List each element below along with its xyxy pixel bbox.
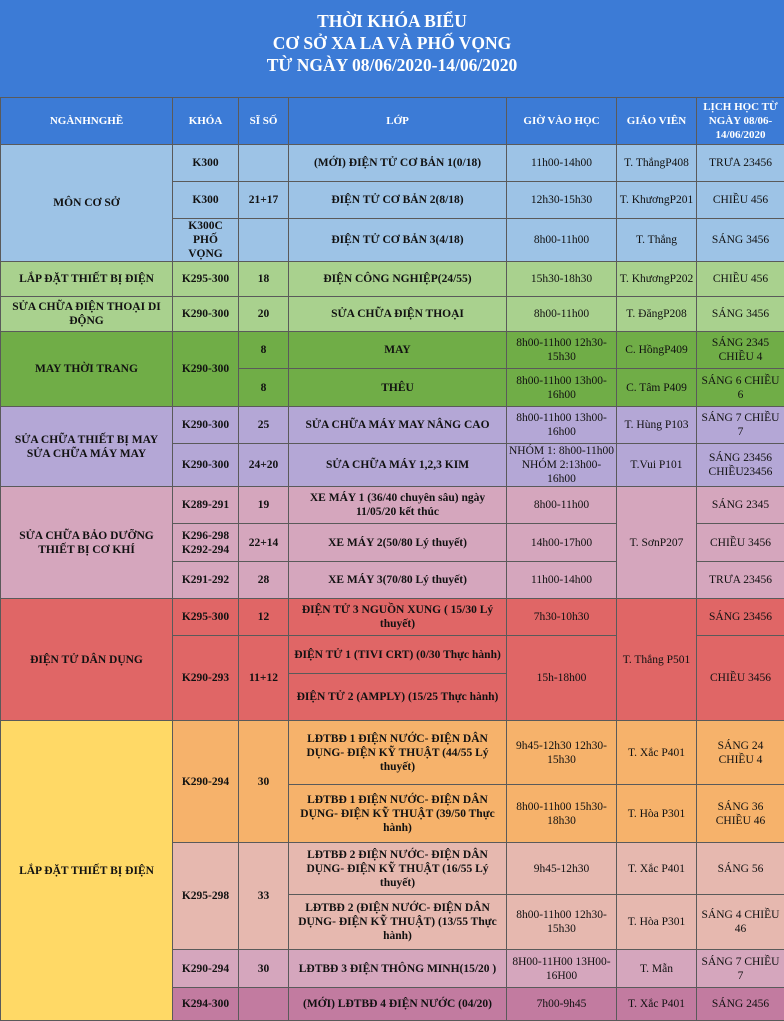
lich-cell: SÁNG 2456 [697,988,784,1021]
lop-cell: LĐTBĐ 2 (ĐIỆN NƯỚC- ĐIỆN DÂN DỤNG- ĐIỆN KỸ THUẬT) (13/55 Thực hành) [289,895,507,950]
header-nganh: NGÀNHNGHỀ [1,98,173,145]
siso-cell: 21+17 [239,182,289,219]
lich-cell: CHIỀU 456 [697,262,784,297]
table-row [1,262,784,297]
timetable [0,97,784,1021]
siso-cell: 18 [239,262,289,297]
gv-cell: C. HồngP409 [617,332,697,369]
lich-cell: SÁNG 23456 CHIỀU23456 [697,444,784,487]
gio-cell: 8h00-11h00 [507,297,617,332]
gio-cell: 8h00-11h00 15h30-18h30 [507,785,617,843]
gv-cell: T. Xắc P401 [617,721,697,785]
lich-cell: SÁNG 56 [697,843,784,895]
lop-cell: LĐTBĐ 2 ĐIỆN NƯỚC- ĐIỆN DÂN DỤNG- ĐIỆN KỸ THUẬT (16/55 Lý thuyết) [289,843,507,895]
lich-cell: SÁNG 4 CHIỀU 46 [697,895,784,950]
khoa-cell: K300 [173,182,239,219]
gio-cell: 7h00-9h45 [507,988,617,1021]
gio-cell: 8h00-11h00 12h30-15h30 [507,895,617,950]
gv-cell: C. Tâm P409 [617,369,697,407]
siso-cell: 11+12 [239,636,289,721]
gv-cell: T. Mẫn [617,950,697,988]
lop-cell: LĐTBĐ 1 ĐIỆN NƯỚC- ĐIỆN DÂN DỤNG- ĐIỆN KỸ THUẬT (39/50 Thực hành) [289,785,507,843]
gio-cell: 8h00-11h00 [507,219,617,262]
gv-cell: T. Hòa P301 [617,785,697,843]
nganh-cell: LẮP ĐẶT THIẾT BỊ ĐIỆN [1,721,173,1021]
lich-cell: SÁNG 6 CHIỀU 6 [697,369,784,407]
lop-cell: XE MÁY 3(70/80 Lý thuyết) [289,562,507,599]
siso-cell: 28 [239,562,289,599]
gv-cell: T. Thắng [617,219,697,262]
lich-cell: TRƯA 23456 [697,562,784,599]
lop-cell: SỬA CHỮA MÁY MAY NÂNG CAO [289,407,507,444]
siso-cell: 19 [239,487,289,524]
gio-cell: 14h00-17h00 [507,524,617,562]
header-lich: LỊCH HỌC TỪ NGÀY 08/06-14/06/2020 [697,98,784,145]
lop-cell: ĐIỆN CÔNG NGHIỆP(24/55) [289,262,507,297]
lich-cell: SÁNG 3456 [697,219,784,262]
khoa-cell: K290-300 [173,407,239,444]
lop-cell: LĐTBĐ 3 ĐIỆN THÔNG MINH(15/20 ) [289,950,507,988]
gv-cell: T. Thắng P501 [617,599,697,721]
lich-cell: SÁNG 2345 CHIỀU 4 [697,332,784,369]
khoa-cell: K294-300 [173,988,239,1021]
gv-cell: T. ThắngP408 [617,145,697,182]
gio-cell: 8H00-11H00 13H00-16H00 [507,950,617,988]
table-row [1,145,784,182]
khoa-cell: K300 [173,145,239,182]
gio-cell: 15h-18h00 [507,636,617,721]
siso-cell [239,219,289,262]
nganh-cell: SỬA CHỮA BẢO DƯỠNG THIẾT BỊ CƠ KHÍ [1,487,173,599]
siso-cell: 8 [239,332,289,369]
khoa-cell: K290-300 [173,332,239,407]
nganh-cell: MÔN CƠ SỞ [1,145,173,262]
lop-cell: SỬA CHỮA ĐIỆN THOẠI [289,297,507,332]
gio-cell: 9h45-12h30 12h30-15h30 [507,721,617,785]
nganh-cell: ĐIỆN TỬ DÂN DỤNG [1,599,173,721]
lop-cell: ĐIỆN TỬ CƠ BẢN 2(8/18) [289,182,507,219]
nganh-cell: MAY THỜI TRANG [1,332,173,407]
lop-cell: XE MÁY 2(50/80 Lý thuyết) [289,524,507,562]
gio-cell: 11h00-14h00 [507,145,617,182]
timetable-title-banner [0,0,784,97]
table-row [1,332,784,369]
gv-cell: T. Hòa P301 [617,895,697,950]
title-line-1: THỜI KHÓA BIỂU [0,10,784,32]
lop-cell: ĐIỆN TỬ 3 NGUỒN XUNG ( 15/30 Lý thuyết) [289,599,507,636]
nganh-cell: SỬA CHỮA ĐIỆN THOẠI DI ĐỘNG [1,297,173,332]
siso-cell: 22+14 [239,524,289,562]
siso-cell: 25 [239,407,289,444]
gio-cell: NHÓM 1: 8h00-11h00 NHÓM 2:13h00-16h00 [507,444,617,487]
lich-cell: SÁNG 3456 [697,297,784,332]
khoa-cell: K295-298 [173,843,239,950]
siso-cell: 20 [239,297,289,332]
lop-cell: THÊU [289,369,507,407]
header-gv: GIÁO VIÊN [617,98,697,145]
gv-cell: T. Xắc P401 [617,988,697,1021]
siso-cell: 24+20 [239,444,289,487]
khoa-cell: K295-300 [173,262,239,297]
nganh-cell: LẮP ĐẶT THIẾT BỊ ĐIỆN [1,262,173,297]
table-row [1,599,784,636]
lich-cell: CHIỀU 3456 [697,524,784,562]
lich-cell: TRƯA 23456 [697,145,784,182]
nganh-cell: SỬA CHỮA THIẾT BỊ MAY SỬA CHỮA MÁY MAY [1,407,173,487]
gio-cell: 8h00-11h00 13h00-16h00 [507,407,617,444]
lop-cell: (MỚI) ĐIỆN TỬ CƠ BẢN 1(0/18) [289,145,507,182]
table-row [1,487,784,524]
lich-cell: SÁNG 7 CHIỀU 7 [697,407,784,444]
gv-cell: T. KhươngP201 [617,182,697,219]
gio-cell: 15h30-18h30 [507,262,617,297]
siso-cell: 30 [239,950,289,988]
header-lop: LỚP [289,98,507,145]
khoa-cell: K290-300 [173,444,239,487]
table-row [1,297,784,332]
lop-cell: XE MÁY 1 (36/40 chuyên sâu) ngày 11/05/20 kết thúc [289,487,507,524]
siso-cell: 12 [239,599,289,636]
khoa-cell: K296-298 K292-294 [173,524,239,562]
gio-cell: 11h00-14h00 [507,562,617,599]
lop-cell: (MỚI) LĐTBĐ 4 ĐIỆN NƯỚC (04/20) [289,988,507,1021]
siso-cell: 33 [239,843,289,950]
lop-cell: SỬA CHỮA MÁY 1,2,3 KIM [289,444,507,487]
siso-cell [239,988,289,1021]
gio-cell: 9h45-12h30 [507,843,617,895]
khoa-cell: K295-300 [173,599,239,636]
gio-cell: 7h30-10h30 [507,599,617,636]
header-row [1,98,784,145]
lop-cell: ĐIỆN TỬ CƠ BẢN 3(4/18) [289,219,507,262]
table-row [1,721,784,785]
khoa-cell: K290-294 [173,721,239,843]
gv-cell: T. Hùng P103 [617,407,697,444]
gv-cell: T. SơnP207 [617,487,697,599]
gio-cell: 8h00-11h00 [507,487,617,524]
gio-cell: 12h30-15h30 [507,182,617,219]
siso-cell: 30 [239,721,289,843]
siso-cell [239,145,289,182]
khoa-cell: K300C PHỐ VỌNG [173,219,239,262]
table-row [1,407,784,444]
header-siso: SĨ SỐ [239,98,289,145]
lich-cell: CHIỀU 456 [697,182,784,219]
lop-cell: MAY [289,332,507,369]
khoa-cell: K290-293 [173,636,239,721]
lop-cell: LĐTBĐ 1 ĐIỆN NƯỚC- ĐIỆN DÂN DỤNG- ĐIỆN KỸ THUẬT (44/55 Lý thuyết) [289,721,507,785]
header-gio: GIỜ VÀO HỌC [507,98,617,145]
lop-cell: ĐIỆN TỬ 1 (TIVI CRT) (0/30 Thực hành) [289,636,507,674]
title-line-3: TỪ NGÀY 08/06/2020-14/06/2020 [0,54,784,76]
lich-cell: SÁNG 7 CHIỀU 7 [697,950,784,988]
gv-cell: T. KhươngP202 [617,262,697,297]
khoa-cell: K289-291 [173,487,239,524]
khoa-cell: K290-300 [173,297,239,332]
lich-cell: SÁNG 23456 [697,599,784,636]
lich-cell: CHIỀU 3456 [697,636,784,721]
gv-cell: T. Xắc P401 [617,843,697,895]
lich-cell: SÁNG 36 CHIỀU 46 [697,785,784,843]
gv-cell: T. ĐăngP208 [617,297,697,332]
lop-cell: ĐIỆN TỬ 2 (AMPLY) (15/25 Thực hành) [289,674,507,721]
header-khoa: KHÓA [173,98,239,145]
siso-cell: 8 [239,369,289,407]
lich-cell: SÁNG 24 CHIỀU 4 [697,721,784,785]
khoa-cell: K290-294 [173,950,239,988]
lich-cell: SÁNG 2345 [697,487,784,524]
title-line-2: CƠ SỞ XA LA VÀ PHỐ VỌNG [0,32,784,54]
gio-cell: 8h00-11h00 13h00-16h00 [507,369,617,407]
khoa-cell: K291-292 [173,562,239,599]
gv-cell: T.Vui P101 [617,444,697,487]
gio-cell: 8h00-11h00 12h30-15h30 [507,332,617,369]
